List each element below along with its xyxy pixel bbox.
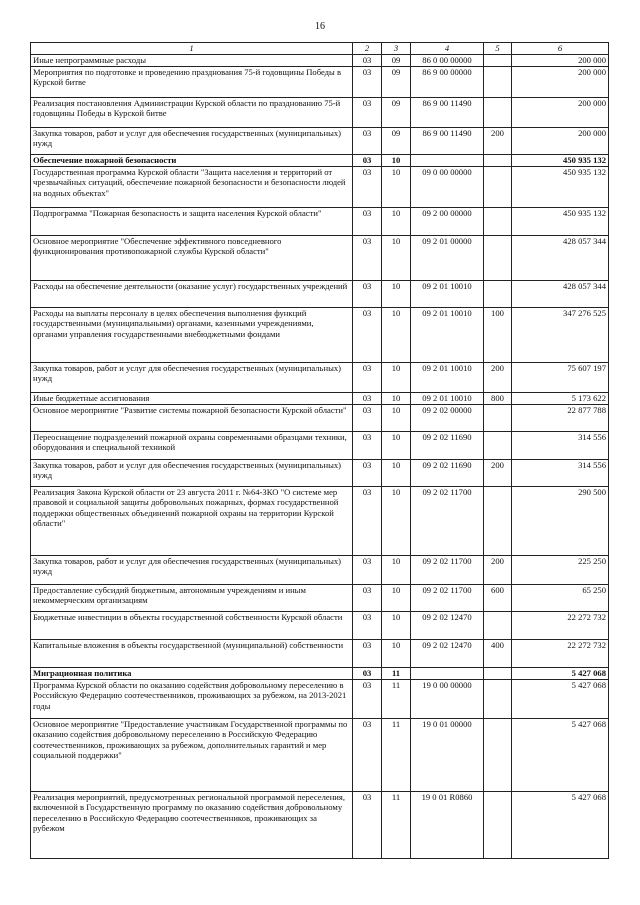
cell-amount: 225 250 (512, 556, 609, 585)
table-row (31, 393, 609, 405)
cell-name: Основное мероприятие "Обеспечение эффективного повседневного функционирования противопожарной службы Курской области" (31, 236, 353, 281)
cell-subsection: 10 (382, 432, 411, 460)
cell-name: Иные непрограммные расходы (31, 55, 353, 67)
header-row (31, 43, 609, 55)
cell-section: 03 (353, 167, 382, 208)
cell-name: Капитальные вложения в объекты государственной (муниципальной) собственности (31, 640, 353, 668)
cell-subsection: 11 (382, 719, 411, 792)
cell-name: Закупка товаров, работ и услуг для обеспечения государственных (муниципальных) нужд (31, 128, 353, 155)
cell-target-article: 86 9 00 11490 (411, 128, 484, 155)
cell-subsection: 09 (382, 98, 411, 128)
cell-expense-type (484, 487, 512, 556)
cell-section: 03 (353, 612, 382, 640)
cell-target-article: 09 2 02 11700 (411, 556, 484, 585)
cell-amount: 22 272 732 (512, 612, 609, 640)
table-row (31, 612, 609, 640)
header-col-2: 2 (353, 43, 382, 55)
cell-name: Основное мероприятие "Развитие системы пожарной безопасности Курской области" (31, 405, 353, 432)
cell-subsection: 10 (382, 640, 411, 668)
cell-expense-type (484, 155, 512, 167)
cell-name: Миграционная политика (31, 668, 353, 680)
cell-name: Основное мероприятие "Предоставление участникам Государственной программы по оказанию содействия добровольному переселению в Российскую Федерацию соотечественников, проживающих за рубежом, дополнительных гарантий и мер социальной поддержки" (31, 719, 353, 792)
cell-subsection: 10 (382, 155, 411, 167)
table-row (31, 668, 609, 680)
cell-subsection: 10 (382, 487, 411, 556)
cell-target-article: 09 2 02 12470 (411, 640, 484, 668)
cell-amount: 5 427 068 (512, 792, 609, 859)
cell-subsection: 10 (382, 308, 411, 363)
cell-expense-type: 200 (484, 556, 512, 585)
cell-name: Бюджетные инвестиции в объекты государственной собственности Курской области (31, 612, 353, 640)
cell-section: 03 (353, 585, 382, 612)
cell-expense-type (484, 236, 512, 281)
cell-target-article: 09 2 02 00000 (411, 405, 484, 432)
table-body (31, 55, 609, 859)
header-col-1: 1 (31, 43, 353, 55)
cell-expense-type (484, 612, 512, 640)
cell-target-article: 09 2 01 10010 (411, 393, 484, 405)
table-row (31, 155, 609, 167)
cell-subsection: 10 (382, 612, 411, 640)
cell-expense-type (484, 719, 512, 792)
cell-amount: 314 556 (512, 432, 609, 460)
cell-name: Закупка товаров, работ и услуг для обеспечения государственных (муниципальных) нужд (31, 556, 353, 585)
cell-section: 03 (353, 363, 382, 393)
header-col-5: 5 (484, 43, 512, 55)
cell-subsection: 09 (382, 55, 411, 67)
cell-amount: 5 427 068 (512, 719, 609, 792)
cell-target-article: 09 2 01 00000 (411, 236, 484, 281)
cell-name: Программа Курской области по оказанию содействия добровольному переселению в Российскую Федерацию соотечественников, проживающих за рубежом, на 2013-2021 годы (31, 680, 353, 719)
cell-section: 03 (353, 128, 382, 155)
table-row (31, 556, 609, 585)
cell-target-article: 09 2 00 00000 (411, 208, 484, 236)
cell-expense-type: 600 (484, 585, 512, 612)
cell-amount: 22 877 788 (512, 405, 609, 432)
cell-amount: 428 057 344 (512, 281, 609, 308)
cell-subsection: 10 (382, 585, 411, 612)
cell-target-article: 19 0 00 00000 (411, 680, 484, 719)
cell-expense-type (484, 167, 512, 208)
cell-section: 03 (353, 460, 382, 487)
cell-subsection: 10 (382, 363, 411, 393)
cell-section: 03 (353, 308, 382, 363)
cell-expense-type (484, 432, 512, 460)
table-row (31, 98, 609, 128)
cell-subsection: 11 (382, 680, 411, 719)
cell-section: 03 (353, 155, 382, 167)
cell-amount: 450 935 132 (512, 208, 609, 236)
cell-amount: 314 556 (512, 460, 609, 487)
cell-amount: 5 427 068 (512, 668, 609, 680)
cell-amount: 200 000 (512, 67, 609, 98)
table-row (31, 719, 609, 792)
cell-expense-type (484, 67, 512, 98)
cell-target-article: 09 2 02 11700 (411, 487, 484, 556)
table-row (31, 432, 609, 460)
table-row (31, 585, 609, 612)
cell-expense-type (484, 98, 512, 128)
table-row (31, 55, 609, 67)
cell-amount: 347 276 525 (512, 308, 609, 363)
table-row (31, 128, 609, 155)
cell-name: Государственная программа Курской области "Защита населения и территорий от чрезвычайных ситуаций, обеспечение пожарной безопасности и безопасности людей на водных объектах" (31, 167, 353, 208)
budget-table (30, 42, 609, 859)
cell-amount: 5 173 622 (512, 393, 609, 405)
cell-target-article: 19 0 01 R0860 (411, 792, 484, 859)
cell-target-article: 09 2 02 11690 (411, 432, 484, 460)
table-header (31, 43, 609, 55)
cell-target-article: 86 0 00 00000 (411, 55, 484, 67)
table-row (31, 792, 609, 859)
cell-section: 03 (353, 393, 382, 405)
table-row (31, 67, 609, 98)
table-row (31, 308, 609, 363)
table-row (31, 167, 609, 208)
cell-amount: 290 500 (512, 487, 609, 556)
cell-expense-type: 200 (484, 128, 512, 155)
cell-subsection: 10 (382, 236, 411, 281)
cell-amount: 450 935 132 (512, 167, 609, 208)
cell-subsection: 10 (382, 393, 411, 405)
table-row (31, 640, 609, 668)
cell-section: 03 (353, 680, 382, 719)
table-row (31, 405, 609, 432)
cell-name: Реализация Закона Курской области от 23 августа 2011 г. №64-ЗКО "О системе мер правовой и социальной защиты добровольных пожарных, формах государственной поддержки общественных объединений пожарной охраны на территории Курской области" (31, 487, 353, 556)
cell-target-article: 19 0 01 00000 (411, 719, 484, 792)
cell-target-article: 86 9 00 11490 (411, 98, 484, 128)
cell-name: Реализация мероприятий, предусмотренных региональной программой переселения, включенной в Государственную программу по оказанию содействия добровольному переселению в Российскую Федерацию соотечественников, проживающих за рубежом (31, 792, 353, 859)
header-col-6: 6 (512, 43, 609, 55)
cell-target-article (411, 155, 484, 167)
page-number: 16 (315, 21, 325, 32)
cell-section: 03 (353, 281, 382, 308)
cell-target-article (411, 668, 484, 680)
cell-target-article: 09 2 02 11700 (411, 585, 484, 612)
cell-amount: 200 000 (512, 128, 609, 155)
table-row (31, 460, 609, 487)
cell-target-article: 09 0 00 00000 (411, 167, 484, 208)
cell-expense-type (484, 405, 512, 432)
cell-section: 03 (353, 98, 382, 128)
cell-target-article: 09 2 01 10010 (411, 363, 484, 393)
cell-target-article: 09 2 01 10010 (411, 281, 484, 308)
cell-expense-type (484, 55, 512, 67)
cell-subsection: 11 (382, 792, 411, 859)
cell-section: 03 (353, 55, 382, 67)
cell-amount: 75 607 197 (512, 363, 609, 393)
cell-subsection: 09 (382, 67, 411, 98)
table-row (31, 680, 609, 719)
cell-name: Закупка товаров, работ и услуг для обеспечения государственных (муниципальных) нужд (31, 363, 353, 393)
cell-subsection: 10 (382, 460, 411, 487)
cell-subsection: 11 (382, 668, 411, 680)
cell-section: 03 (353, 405, 382, 432)
table-row (31, 363, 609, 393)
cell-subsection: 10 (382, 167, 411, 208)
cell-section: 03 (353, 487, 382, 556)
cell-section: 03 (353, 67, 382, 98)
cell-target-article: 09 2 01 10010 (411, 308, 484, 363)
cell-subsection: 10 (382, 208, 411, 236)
cell-name: Иные бюджетные ассигнования (31, 393, 353, 405)
cell-target-article: 09 2 02 11690 (411, 460, 484, 487)
cell-subsection: 10 (382, 281, 411, 308)
cell-name: Переоснащение подразделений пожарной охраны современными образцами техники, оборудования и специальной техникой (31, 432, 353, 460)
cell-expense-type (484, 680, 512, 719)
cell-expense-type (484, 792, 512, 859)
cell-amount: 450 935 132 (512, 155, 609, 167)
cell-expense-type (484, 208, 512, 236)
cell-section: 03 (353, 719, 382, 792)
cell-section: 03 (353, 556, 382, 585)
table-row (31, 487, 609, 556)
cell-expense-type (484, 668, 512, 680)
cell-target-article: 86 9 00 00000 (411, 67, 484, 98)
cell-name: Мероприятия по подготовке и проведению празднования 75-й годовщины Победы в Курской битве (31, 67, 353, 98)
cell-section: 03 (353, 432, 382, 460)
cell-name: Подпрограмма "Пожарная безопасность и защита населения Курской области" (31, 208, 353, 236)
cell-expense-type: 200 (484, 363, 512, 393)
cell-name: Предоставление субсидий бюджетным, автономным учреждениям и иным некоммерческим организациям (31, 585, 353, 612)
cell-amount: 428 057 344 (512, 236, 609, 281)
cell-subsection: 10 (382, 405, 411, 432)
cell-expense-type: 200 (484, 460, 512, 487)
cell-name: Обеспечение пожарной безопасности (31, 155, 353, 167)
cell-amount: 22 272 732 (512, 640, 609, 668)
cell-target-article: 09 2 02 12470 (411, 612, 484, 640)
page-bottom-rule (30, 858, 608, 859)
cell-expense-type: 800 (484, 393, 512, 405)
cell-name: Расходы на обеспечение деятельности (оказание услуг) государственных учреждений (31, 281, 353, 308)
cell-amount: 5 427 068 (512, 680, 609, 719)
header-col-3: 3 (382, 43, 411, 55)
cell-expense-type: 400 (484, 640, 512, 668)
cell-section: 03 (353, 668, 382, 680)
cell-amount: 200 000 (512, 98, 609, 128)
cell-section: 03 (353, 208, 382, 236)
cell-expense-type (484, 281, 512, 308)
header-col-4: 4 (411, 43, 484, 55)
cell-name: Расходы на выплаты персоналу в целях обеспечения выполнения функций государственными (муниципальными) органами, казенными учреждениями, органами управления государственными внебюджетными фондами (31, 308, 353, 363)
cell-amount: 65 250 (512, 585, 609, 612)
table-row (31, 281, 609, 308)
cell-expense-type: 100 (484, 308, 512, 363)
cell-subsection: 09 (382, 128, 411, 155)
table-row (31, 236, 609, 281)
cell-name: Реализация постановления Администрации Курской области по празднованию 75-й годовщины Победы в Курской битве (31, 98, 353, 128)
cell-name: Закупка товаров, работ и услуг для обеспечения государственных (муниципальных) нужд (31, 460, 353, 487)
cell-section: 03 (353, 640, 382, 668)
cell-section: 03 (353, 236, 382, 281)
cell-section: 03 (353, 792, 382, 859)
cell-subsection: 10 (382, 556, 411, 585)
cell-amount: 200 000 (512, 55, 609, 67)
table-row (31, 208, 609, 236)
